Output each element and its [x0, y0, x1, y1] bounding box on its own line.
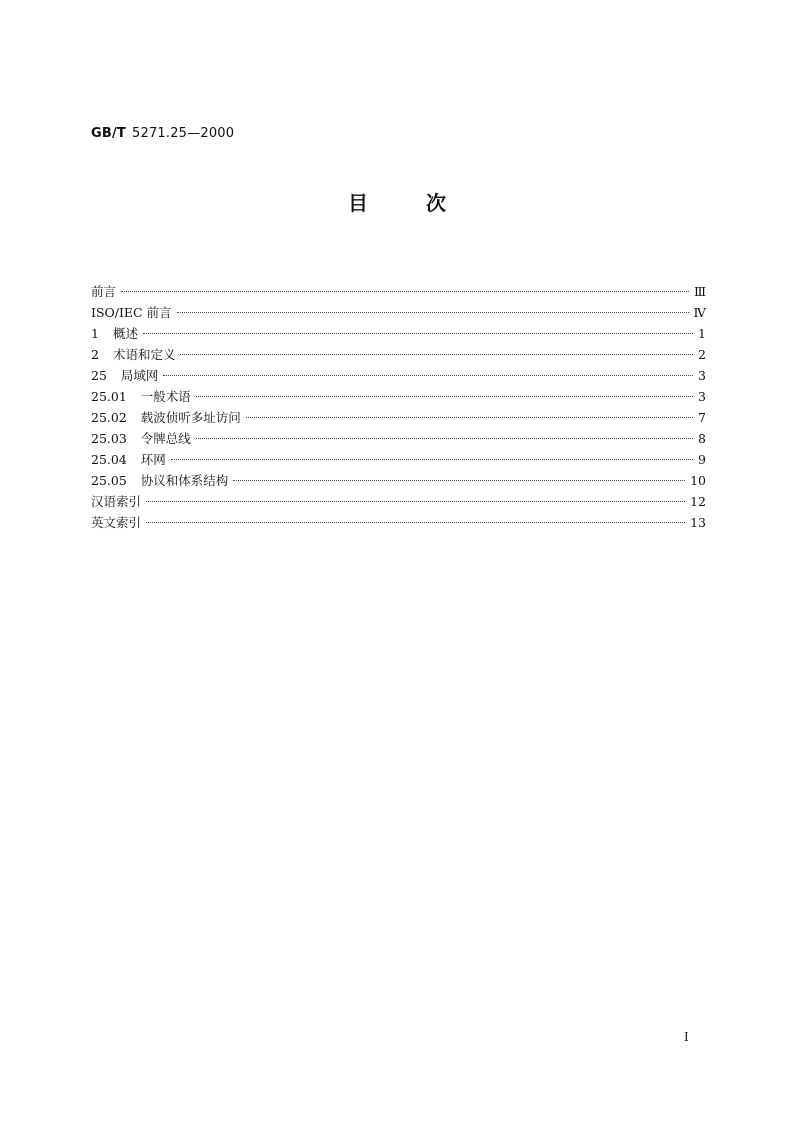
toc-entry-label: 局域网 — [120, 368, 159, 383]
toc-entry-number: 25 — [91, 368, 107, 383]
toc-entry-preface[interactable] — [91, 281, 706, 302]
dot-leader — [163, 375, 693, 376]
dot-leader — [180, 354, 693, 355]
dot-leader — [143, 333, 693, 334]
toc-entry-chinese-index[interactable] — [91, 491, 706, 512]
toc-entry-iso-iec-preface[interactable] — [91, 302, 706, 323]
standard-number: 5271.25—2000 — [132, 126, 235, 141]
toc-entry-label: 协议和体系结构 — [140, 473, 229, 488]
toc-entry-ring[interactable] — [91, 449, 706, 470]
toc-entry-number: 25.04 — [91, 452, 127, 467]
toc-entry-label: 令牌总线 — [140, 431, 191, 446]
toc-entry-page: 10 — [690, 473, 706, 488]
toc-entry-number: 2 — [91, 347, 99, 362]
standard-prefix: GB/T — [91, 126, 126, 141]
toc-entry-number: 1 — [91, 326, 99, 341]
dot-leader — [121, 291, 689, 292]
toc-entry-page: Ⅳ — [693, 305, 706, 320]
toc-entry-page: 1 — [698, 326, 706, 341]
toc-entry-label: 概述 — [112, 326, 138, 341]
toc-entry-label: 载波侦听多址访问 — [140, 410, 241, 425]
toc-entry-label: 环网 — [140, 452, 166, 467]
toc-entry-label: ISO/IEC 前言 — [91, 305, 172, 320]
toc-entry-lan[interactable] — [91, 365, 706, 386]
toc-entry-overview[interactable] — [91, 323, 706, 344]
toc-entry-page: 3 — [698, 368, 706, 383]
toc-entry-page: 2 — [698, 347, 706, 362]
dot-leader — [146, 522, 685, 523]
toc-entry-number: 25.01 — [91, 389, 127, 404]
toc-entry-label: 一般术语 — [140, 389, 191, 404]
page-number: I — [684, 1030, 689, 1044]
standard-code — [91, 126, 234, 141]
dot-leader — [196, 438, 693, 439]
toc-entry-page: 8 — [698, 431, 706, 446]
toc-entry-csma[interactable] — [91, 407, 706, 428]
dot-leader — [233, 480, 685, 481]
toc-entry-page: 12 — [690, 494, 706, 509]
toc-entry-page: 13 — [690, 515, 706, 530]
toc-entry-english-index[interactable] — [91, 512, 706, 533]
dot-leader — [196, 396, 693, 397]
toc-entry-page: 9 — [698, 452, 706, 467]
toc-entry-page: Ⅲ — [693, 284, 706, 299]
dot-leader — [177, 312, 689, 313]
toc-entry-page: 3 — [698, 389, 706, 404]
toc-entry-number: 25.02 — [91, 410, 127, 425]
toc-entry-label: 英文索引 — [91, 515, 142, 530]
toc-entry-protocols-architecture[interactable] — [91, 470, 706, 491]
page-title: 目次 — [348, 191, 504, 215]
dot-leader — [171, 459, 693, 460]
toc-entry-label: 前言 — [91, 284, 117, 299]
toc-entry-general-terms[interactable] — [91, 386, 706, 407]
table-of-contents — [91, 281, 706, 533]
toc-entry-page: 7 — [698, 410, 706, 425]
toc-entry-number: 25.03 — [91, 431, 127, 446]
toc-entry-label: 术语和定义 — [112, 347, 176, 362]
toc-entry-token-bus[interactable] — [91, 428, 706, 449]
toc-entry-number: 25.05 — [91, 473, 127, 488]
toc-entry-label: 汉语索引 — [91, 494, 142, 509]
dot-leader — [146, 501, 685, 502]
dot-leader — [246, 417, 693, 418]
toc-entry-terms-definitions[interactable] — [91, 344, 706, 365]
